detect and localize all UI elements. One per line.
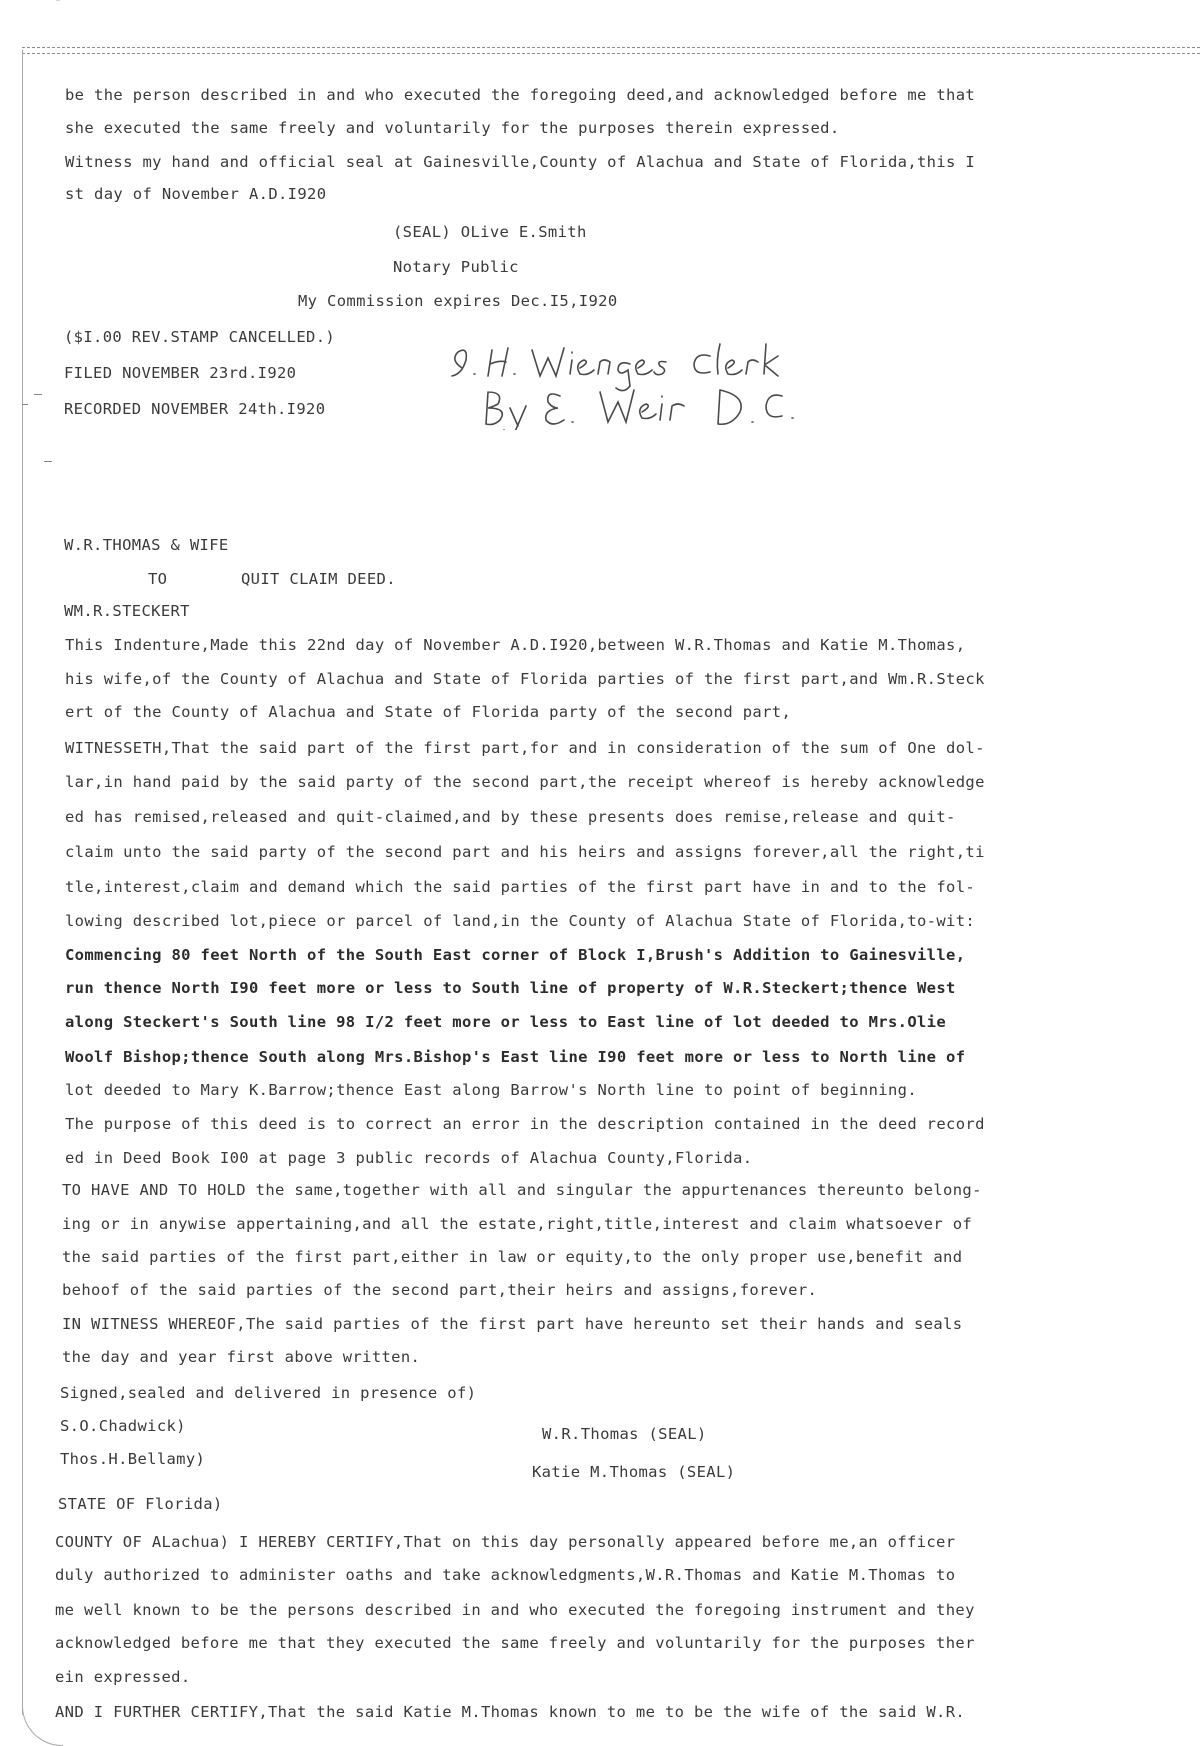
habendum-line: TO HAVE AND TO HOLD the same,together with all and singular the appurtenances thereunto belong- — [62, 1181, 982, 1199]
notary-line: st day of November A.D.I920 — [65, 185, 327, 203]
indenture-line: WITNESSETH,That the said part of the first part,for and in consideration of the sum of One dol- — [65, 739, 985, 757]
deed-type-heading: QUIT CLAIM DEED. — [241, 570, 396, 588]
recorded-date: RECORDED NOVEMBER 24th.I920 — [64, 400, 326, 418]
indenture-line: This Indenture,Made this 22nd day of November A.D.I920,between W.R.Thomas and Katie M.Thomas, — [65, 636, 966, 654]
legal-description-line: lot deeded to Mary K.Barrow;thence East along Barrow's North line to point of beginning. — [65, 1081, 917, 1099]
indenture-line: lar,in hand paid by the said party of the second part,the receipt whereof is hereby acknowledge — [65, 773, 985, 791]
acknowledgment-line: duly authorized to administer oaths and take acknowledgments,W.R.Thomas and Katie M.Thomas to — [55, 1566, 956, 1584]
notary-line: Witness my hand and official seal at Gainesville,County of Alachua and State of Florida,this I — [65, 153, 976, 171]
presence-line: Signed,sealed and delivered in presence of) — [60, 1384, 477, 1402]
acknowledgment-line: ein expressed. — [55, 1668, 191, 1686]
notary-line: be the person described in and who executed the foregoing deed,and acknowledged before me that — [65, 86, 976, 104]
clerk-signature — [448, 330, 888, 430]
filed-date: FILED NOVEMBER 23rd.I920 — [64, 364, 297, 382]
acknowledgment-line: me well known to be the persons described in and who executed the foregoing instrument and they — [55, 1601, 975, 1619]
notary-title: Notary Public — [393, 258, 519, 276]
habendum-line: behoof of the said parties of the second part,their heirs and assigns,forever. — [62, 1281, 818, 1299]
notary-seal-name: (SEAL) OLive E.Smith — [393, 223, 587, 241]
acknowledgment-line: AND I FURTHER CERTIFY,That the said Katie M.Thomas known to me to be the wife of the said W.R. — [55, 1703, 966, 1721]
top-rule — [22, 47, 1200, 48]
indenture-line: claim unto the said party of the second part and his heirs and assigns forever,all the right,ti — [65, 843, 985, 861]
indenture-line: tle,interest,claim and demand which the said parties of the first part have in and to the fol- — [65, 878, 976, 896]
margin-tick — [44, 461, 52, 462]
acknowledgment-line: acknowledged before me that they executed the same freely and voluntarily for the purposes ther — [55, 1634, 975, 1652]
notary-line: she executed the same freely and voluntarily for the purposes therein expressed. — [65, 119, 840, 137]
page-number-fragment — [48, 0, 100, 6]
acknowledgment-state: STATE OF Florida) — [58, 1495, 223, 1513]
indenture-line: lowing described lot,piece or parcel of land,in the County of Alachua State of Florida,to-wit: — [65, 912, 976, 930]
habendum-line: ing or in anywise appertaining,and all the estate,right,title,interest and claim whatsoever of — [62, 1215, 973, 1233]
grantee-heading: WM.R.STECKERT — [64, 602, 190, 620]
top-rule-lower — [22, 53, 1200, 54]
legal-description-line: ed in Deed Book I00 at page 3 public records of Alachua County,Florida. — [65, 1149, 753, 1167]
margin-tick — [34, 394, 42, 395]
indenture-line: his wife,of the County of Alachua and State of Florida parties of the first part,and Wm.R.Steck — [65, 670, 985, 688]
grantor-heading: W.R.THOMAS & WIFE — [64, 536, 229, 554]
signer-name: Katie M.Thomas (SEAL) — [532, 1463, 736, 1481]
habendum-line: IN WITNESS WHEREOF,The said parties of the first part have hereunto set their hands and seals — [62, 1315, 963, 1333]
legal-description-line: run thence North I90 feet more or less to South line of property of W.R.Steckert;thence West — [65, 979, 956, 997]
notary-commission: My Commission expires Dec.I5,I920 — [298, 292, 618, 310]
habendum-line: the day and year first above written. — [62, 1348, 421, 1366]
witness-name: S.O.Chadwick) — [60, 1417, 186, 1435]
acknowledgment-line: COUNTY OF ALachua) I HEREBY CERTIFY,That on this day personally appeared before me,an officer — [55, 1533, 956, 1551]
to-heading: TO — [148, 570, 168, 588]
revenue-stamp-note: ($I.00 REV.STAMP CANCELLED.) — [64, 328, 336, 346]
indenture-line: ed has remised,released and quit-claimed,and by these presents does remise,release and quit- — [65, 808, 956, 826]
deed-record-page — [22, 0, 1200, 1745]
legal-description-line: The purpose of this deed is to correct an error in the description contained in the deed record — [65, 1115, 985, 1133]
habendum-line: the said parties of the first part,either in law or equity,to the only proper use,benefit and — [62, 1248, 963, 1266]
legal-description-line: along Steckert's South line 98 I/2 feet more or less to East line of lot deeded to Mrs.Olie — [65, 1013, 947, 1031]
witness-name: Thos.H.Bellamy) — [60, 1450, 206, 1468]
signer-name: W.R.Thomas (SEAL) — [542, 1425, 707, 1443]
legal-description-line: Woolf Bishop;thence South along Mrs.Bishop's East line I90 feet more or less to North line of — [65, 1048, 966, 1066]
left-margin-rule — [22, 50, 23, 1715]
indenture-line: ert of the County of Alachua and State of Florida party of the second part, — [65, 703, 792, 721]
margin-tick — [22, 404, 28, 405]
legal-description-line: Commencing 80 feet North of the South East corner of Block I,Brush's Addition to Gainesville, — [65, 946, 966, 964]
